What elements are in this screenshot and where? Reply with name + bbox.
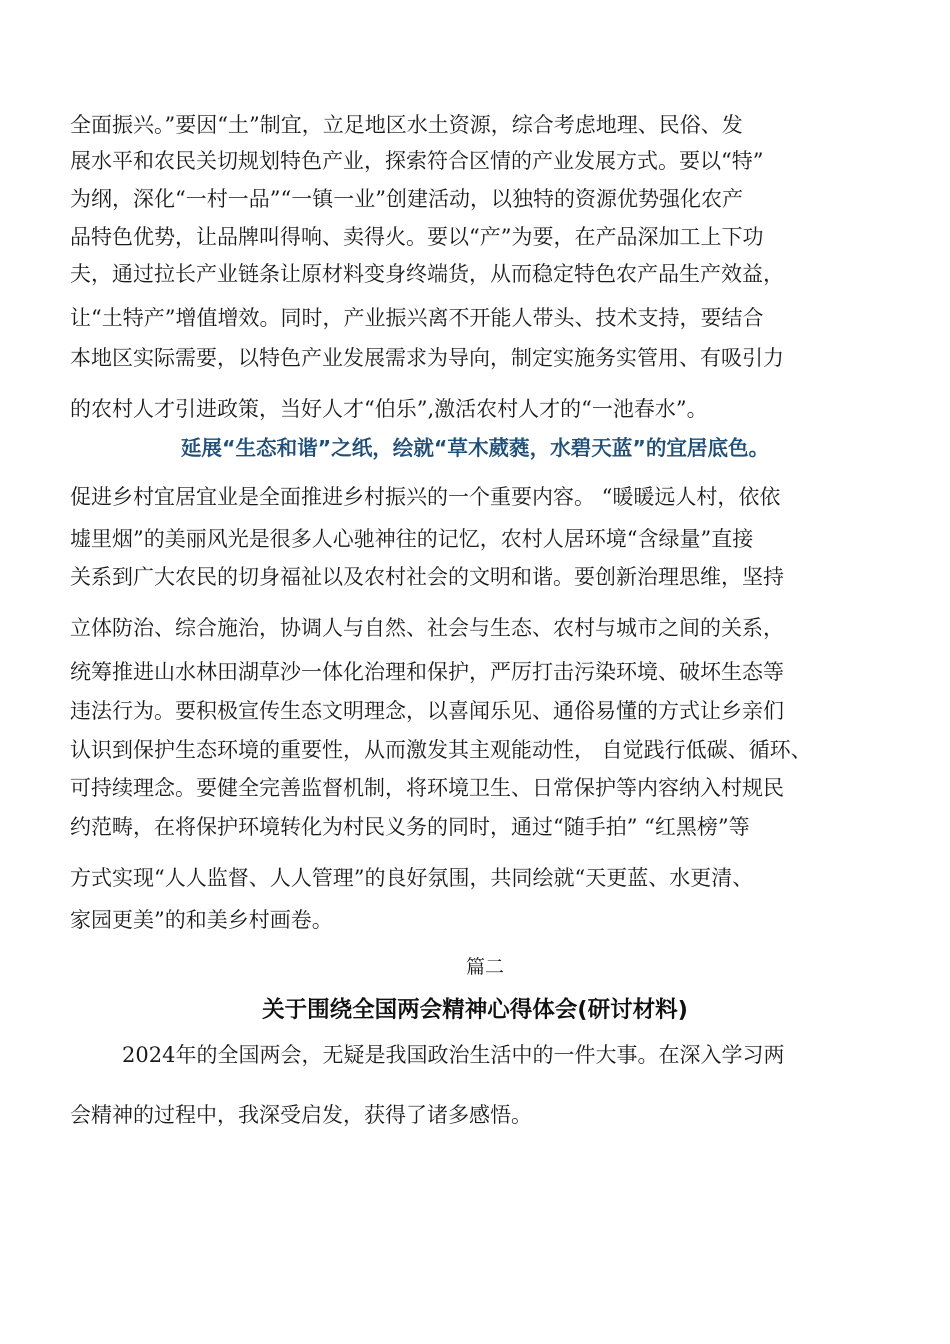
text-line: 夫，通过拉长产业链条让原材料变身终端货，从而稳定特色农产品生产效益， [70, 262, 784, 286]
text-line: 可持续理念。要健全完善监督机制，将环境卫生、日常保护等内容纳入村规民 [70, 776, 784, 800]
text-line: 立体防治、综合施治，协调人与自然、社会与生态、农村与城市之间的关系， [70, 616, 784, 640]
text-line: 促进乡村宜居宜业是全面推进乡村振兴的一个重要内容。 “暖暖远人村，依依 [70, 485, 781, 509]
text-line: 家园更美”的和美乡村画卷。 [70, 908, 333, 932]
text-line: 墟里烟”的美丽风光是很多人心驰神往的记忆，农村人居环境“含绿量”直接 [70, 527, 754, 551]
text-line: 展水平和农民关切规划特色产业，探索符合区情的产业发展方式。要以“特” [70, 149, 764, 173]
text-line: 统筹推进山水林田湖草沙一体化治理和保护，严厉打击污染环境、破坏生态等 [70, 660, 784, 684]
text-line: 全面振兴。”要因“土”制宜，立足地区水土资源，综合考虑地理、民俗、发 [70, 113, 743, 137]
part-label: 篇二 [465, 956, 504, 978]
text-line: 违法行为。要积极宣传生态文明理念，以喜闻乐见、通俗易懂的方式让乡亲们 [70, 699, 784, 723]
text-line: 方式实现“人人监督、人人管理”的良好氛围，共同绘就“天更蓝、水更清、 [70, 866, 754, 890]
text-line: 让“土特产”增值增效。同时，产业振兴离不开能人带头、技术支持，要结合 [70, 306, 764, 330]
text-line: 会精神的过程中，我深受启发，获得了诸多感悟。 [70, 1103, 532, 1127]
text-line: 本地区实际需要，以特色产业发展需求为导向，制定实施务实管用、有吸引力 [70, 346, 784, 370]
text-line: 约范畴，在将保护环境转化为村民义务的同时，通过“随手拍” “红黑榜”等 [70, 815, 750, 839]
document-title: 关于围绕全国两会精神心得体会(研讨材料) [262, 997, 688, 1023]
text-line: 品特色优势，让品牌叫得响、卖得火。要以“产”为要，在产品深加工上下功 [70, 225, 764, 249]
text-line: 认识到保护生态环境的重要性，从而激发其主观能动性， 自觉践行低碳、循环、 [70, 738, 812, 762]
text-line: 关系到广大农民的切身福祉以及农村社会的文明和谐。要创新治理思维，坚持 [70, 565, 784, 589]
text-line: 2024年的全国两会，无疑是我国政治生活中的一件大事。在深入学习两 [122, 1043, 785, 1067]
text-line: 的农村人才引进政策，当好人才“伯乐”,激活农村人才的“一池春水”。 [70, 397, 708, 421]
section-heading-ecology: 延展“生态和谐”之纸，绘就“草木葳蕤，水碧天蓝”的宜居底色。 [180, 436, 770, 460]
text-line: 为纲，深化“一村一品”“一镇一业”创建活动，以独特的资源优势强化农产 [70, 187, 743, 211]
